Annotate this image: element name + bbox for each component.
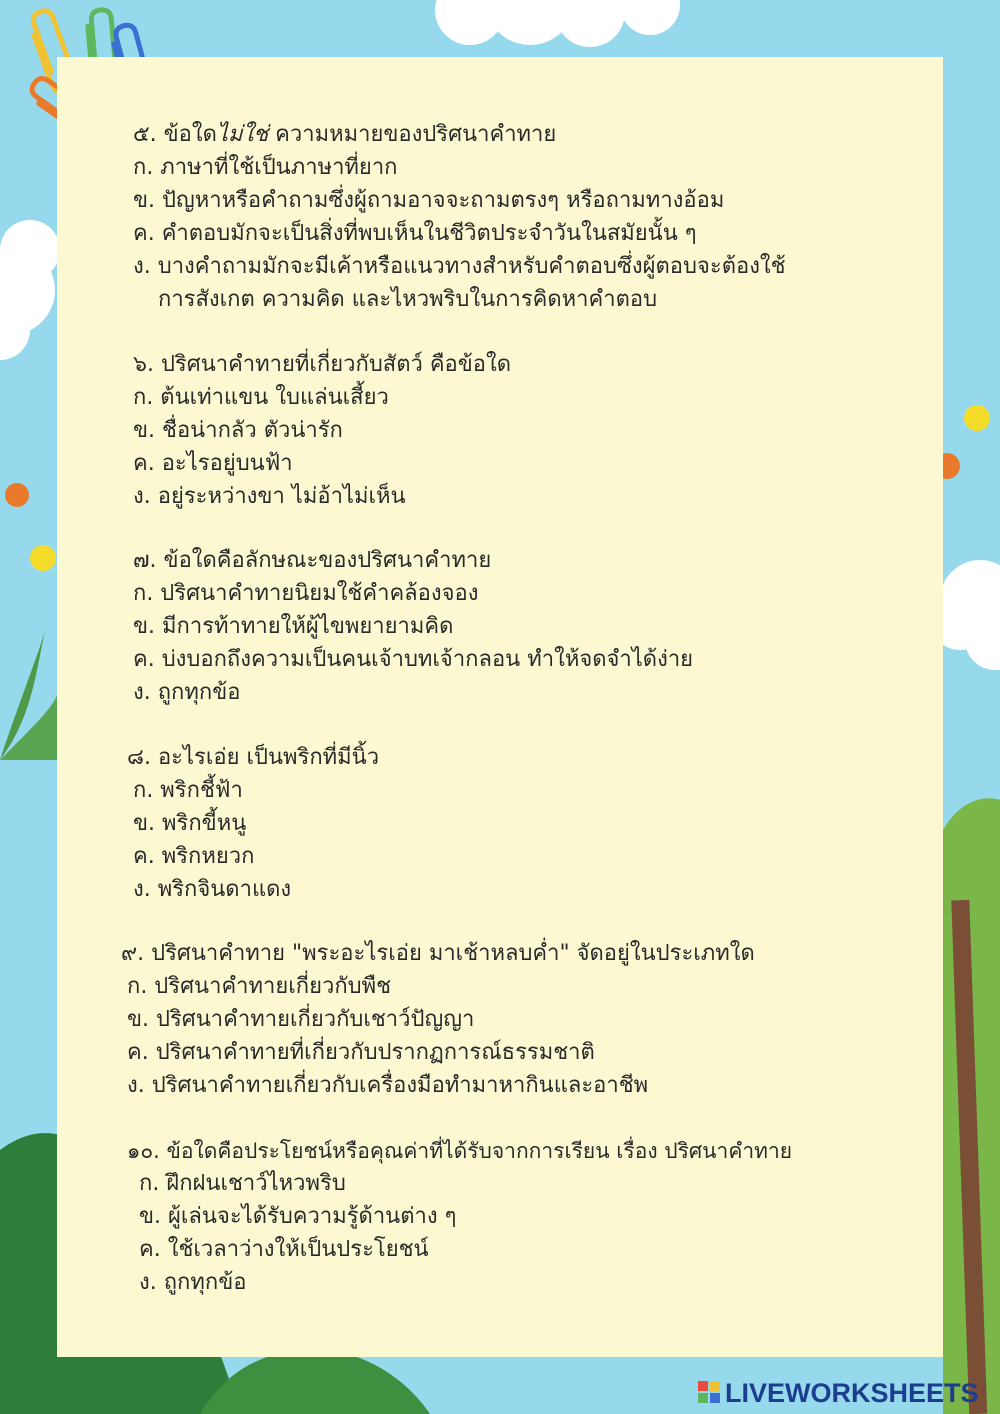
option-d: ง. พริกจินดาแดง — [133, 877, 292, 902]
option-c: ค. ปริศนาคำทายที่เกี่ยวกับปรากฏการณ์ธรรมชาติ — [127, 1040, 595, 1065]
option-a: ก. ปริศนาคำทายเกี่ยวกับพืช — [127, 974, 392, 999]
logo-mark-icon — [698, 1381, 722, 1405]
option-c: ค. อะไรอยู่บนฟ้า — [133, 451, 293, 476]
option-a: ก. ต้นเท่าแขน ใบแล่นเสี้ยว — [133, 385, 389, 410]
option-c: ค. พริกหยวก — [133, 844, 255, 869]
dot-yellow-left — [30, 545, 56, 571]
dot-orange-left — [5, 483, 29, 507]
question-title: ๑๐. ข้อใดคือประโยชน์หรือคุณค่าที่ได้รับจากการเรียน เรื่อง ปริศนาคำทาย — [127, 1139, 793, 1163]
option-b: ข. มีการท้าทายให้ผู้ไขพยายามคิด — [133, 614, 454, 639]
option-d: ง. ปริศนาคำทายเกี่ยวกับเครื่องมือทำมาหากินและอาชีพ — [127, 1073, 649, 1098]
cloud-left — [0, 220, 60, 360]
option-a: ก. พริกชี้ฟ้า — [133, 778, 243, 803]
option-a: ก. ฝึกฝนเชาว์ไหวพริบ — [139, 1171, 346, 1196]
option-a: ก. ปริศนาคำทายนิยมใช้คำคล้องจอง — [133, 581, 479, 606]
option-d: ง. อยู่ระหว่างขา ไม่อ้าไม่เห็น — [133, 484, 406, 509]
option-d: ง. ถูกทุกข้อ — [139, 1270, 247, 1295]
cloud-top — [435, 0, 680, 47]
option-b: ข. ผู้เล่นจะได้รับความรู้ด้านต่าง ๆ — [139, 1204, 457, 1229]
logo-text: LIVEWORKSHEETS — [725, 1377, 979, 1408]
option-b: ข. ปัญหาหรือคำถามซึ่งผู้ถามอาจจะถามตรงๆ หรือถามทางอ้อม — [133, 188, 725, 213]
option-b: ข. ชื่อน่ากลัว ตัวน่ารัก — [133, 418, 343, 443]
question-title: ๗. ข้อใดคือลักษณะของปริศนาคำทาย — [133, 548, 492, 573]
question-title: ๕. ข้อใดไม่ใช่ ความหมายของปริศนาคำทาย — [133, 122, 557, 147]
option-c: ค. คำตอบมักจะเป็นสิ่งที่พบเห็นในชีวิตประจำวันในสมัยนั้น ๆ — [133, 221, 697, 246]
liveworksheets-logo — [698, 1378, 979, 1408]
option-b: ข. ปริศนาคำทายเกี่ยวกับเชาว์ปัญญา — [127, 1007, 475, 1032]
question-title: ๖. ปริศนาคำทายที่เกี่ยวกับสัตว์ คือข้อใด — [133, 352, 512, 377]
option-c: ค. ใช้เวลาว่างให้เป็นประโยชน์ — [139, 1237, 429, 1262]
question-title: ๙. ปริศนาคำทาย "พระอะไรเอ่ย มาเช้าหลบค่ำ" จัดอยู่ในประเภทใด — [121, 941, 755, 966]
dot-yellow-right — [964, 405, 990, 431]
option-d-continued: การสังเกต ความคิด และไหวพริบในการคิดหาคำตอบ — [158, 287, 658, 312]
worksheet-paper — [57, 57, 943, 1357]
option-b: ข. พริกขี้หนู — [133, 811, 247, 836]
hill-middle — [200, 1349, 430, 1414]
option-c: ค. บ่งบอกถึงความเป็นคนเจ้าบทเจ้ากลอน ทำให้จดจำได้ง่าย — [133, 647, 694, 672]
option-d: ง. ถูกทุกข้อ — [133, 680, 241, 705]
question-title: ๘. อะไรเอ่ย เป็นพริกที่มีนิ้ว — [127, 745, 380, 770]
option-a: ก. ภาษาที่ใช้เป็นภาษาที่ยาก — [133, 155, 398, 180]
option-d: ง. บางคำถามมักจะมีเค้าหรือแนวทางสำหรับคำตอบซึ่งผู้ตอบจะต้องใช้ — [133, 254, 786, 279]
